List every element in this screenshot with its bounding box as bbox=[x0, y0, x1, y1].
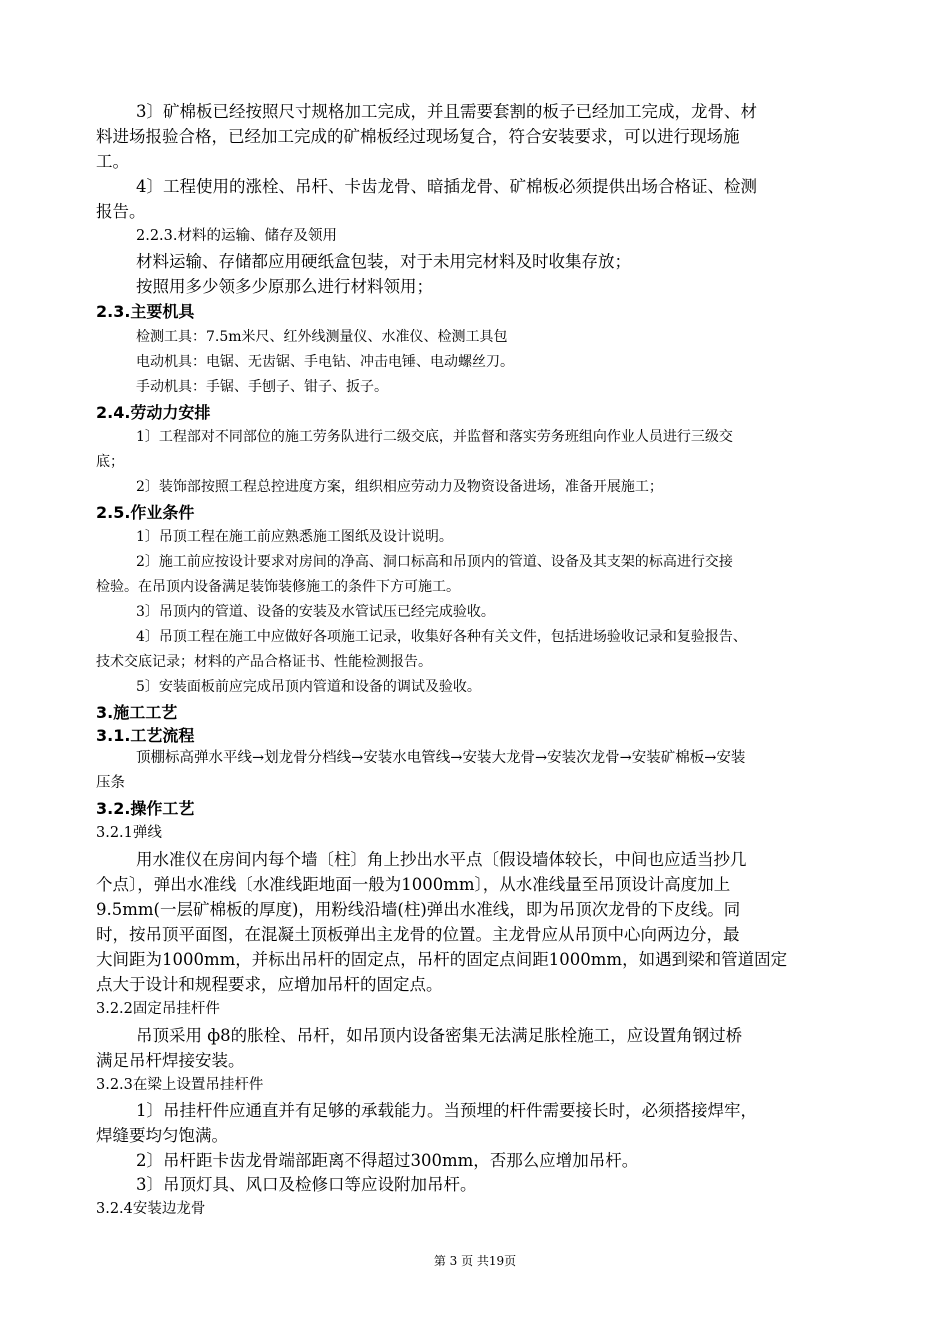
text-line: 工。 bbox=[96, 152, 129, 171]
text-line: 3〕吊顶内的管道、设备的安装及水管试压已经完成验收。 bbox=[136, 604, 495, 620]
text-line: 2〕吊杆距卡齿龙骨端部距离不得超过300mm，否那么应增加吊杆。 bbox=[136, 1151, 639, 1170]
text-line: 检测工具：7.5m米尺、红外线测量仪、水准仪、检测工具包 bbox=[136, 329, 508, 345]
text-line: 个点〕，弹出水准线〔水准线距地面一般为1000mm〕，从水准线量至吊顶设计高度加上 bbox=[96, 875, 731, 894]
page-footer: 第 3 页 共19页 bbox=[433, 1254, 517, 1268]
text-line: 9.5mm(一层矿棉板的厚度)，用粉线沿墙(柱)弹出水准线，即为吊顶次龙骨的下皮线。同 bbox=[96, 900, 741, 919]
text-line: 大间距为1000mm，并标出吊杆的固定点，吊杆的固定点间距1000mm，如遇到梁和管道固定 bbox=[96, 950, 788, 969]
text-line: 4〕工程使用的涨栓、吊杆、卡齿龙骨、暗插龙骨、矿棉板必须提供出场合格证、检测 bbox=[136, 177, 757, 196]
section-heading: 3.2.2固定吊挂杆件 bbox=[96, 1001, 220, 1017]
section-heading: 2.5.作业条件 bbox=[96, 503, 195, 522]
text-line: 电动机具：电锯、无齿锯、手电钻、冲击电锤、电动螺丝刀。 bbox=[136, 354, 514, 370]
text-line: 压条 bbox=[96, 775, 125, 791]
section-heading: 3.2.操作工艺 bbox=[96, 799, 195, 818]
text-line: 2〕装饰部按照工程总控进度方案，组织相应劳动力及物资设备进场，准备开展施工； bbox=[136, 479, 663, 495]
text-line: 手动机具：手锯、手刨子、钳子、扳子。 bbox=[136, 379, 388, 395]
section-heading: 3.施工工艺 bbox=[96, 703, 178, 722]
text-line: 料进场报验合格，已经加工完成的矿棉板经过现场复合，符合安装要求，可以进行现场施 bbox=[96, 127, 740, 146]
text-line: 1〕吊挂杆件应通直并有足够的承载能力。当预埋的杆件需要接长时，必须搭接焊牢， bbox=[136, 1101, 757, 1120]
text-line: 检验。在吊顶内设备满足装饰装修施工的条件下方可施工。 bbox=[96, 579, 460, 595]
text-line: 1〕工程部对不同部位的施工劳务队进行二级交底，并监督和落实劳务班组向作业人员进行三级交 bbox=[136, 429, 733, 445]
text-line: 报告。 bbox=[96, 202, 146, 221]
text-line: 3〕吊顶灯具、风口及检修口等应设附加吊杆。 bbox=[136, 1175, 477, 1194]
section-heading: 3.2.3在梁上设置吊挂杆件 bbox=[96, 1077, 264, 1093]
text-line: 5〕安装面板前应完成吊顶内管道和设备的调试及验收。 bbox=[136, 679, 481, 695]
text-line: 焊缝要均匀饱满。 bbox=[96, 1126, 228, 1145]
text-line: 2〕施工前应按设计要求对房间的净高、洞口标高和吊顶内的管道、设备及其支架的标高进行交接 bbox=[136, 554, 733, 570]
text-line: 材料运输、存储都应用硬纸盒包装，对于未用完材料及时收集存放； bbox=[136, 252, 631, 271]
section-heading: 2.4.劳动力安排 bbox=[96, 403, 211, 422]
section-heading: 3.2.1弹线 bbox=[96, 825, 162, 841]
text-line: 4〕吊顶工程在施工中应做好各项施工记录，收集好各种有关文件，包括进场验收记录和复验报告、 bbox=[136, 629, 747, 645]
text-line: 时，按吊顶平面图，在混凝土顶板弹出主龙骨的位置。主龙骨应从吊顶中心向两边分，最 bbox=[96, 925, 740, 944]
text-line: 技术交底记录；材料的产品合格证书、性能检测报告。 bbox=[96, 654, 432, 670]
text-line: 3〕矿棉板已经按照尺寸规格加工完成，并且需要套割的板子已经加工完成，龙骨、材 bbox=[136, 102, 757, 121]
text-line: 顶棚标高弹水平线→划龙骨分档线→安装水电管线→安装大龙骨→安装次龙骨→安装矿棉板→安装 bbox=[136, 750, 746, 766]
text-line: 按照用多少领多少原那么进行材料领用； bbox=[136, 277, 433, 296]
section-heading: 2.2.3.材料的运输、储存及领用 bbox=[136, 228, 338, 244]
text-line: 底； bbox=[96, 454, 124, 470]
text-line: 点大于设计和规程要求，应增加吊杆的固定点。 bbox=[96, 975, 443, 994]
text-line: 满足吊杆焊接安装。 bbox=[96, 1051, 245, 1070]
text-line: 吊顶采用 ф8的胀栓、吊杆，如吊顶内设备密集无法满足胀栓施工，应设置角钢过桥 bbox=[136, 1026, 743, 1045]
section-heading: 3.2.4安装边龙骨 bbox=[96, 1201, 206, 1217]
section-heading: 2.3.主要机具 bbox=[96, 302, 195, 321]
text-line: 1〕吊顶工程在施工前应熟悉施工图纸及设计说明。 bbox=[136, 529, 453, 545]
section-heading: 3.1.工艺流程 bbox=[96, 726, 195, 745]
text-line: 用水准仪在房间内每个墙〔柱〕角上抄出水平点〔假设墙体较长，中间也应适当抄几 bbox=[136, 850, 747, 869]
